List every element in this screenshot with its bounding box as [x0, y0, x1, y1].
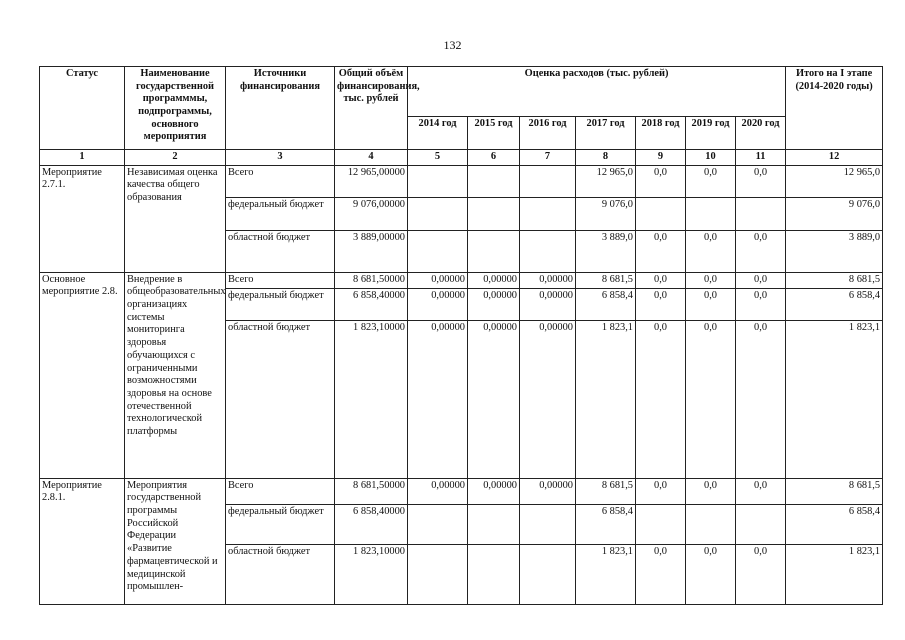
col-number: 5	[408, 150, 468, 166]
cell-2020	[736, 197, 786, 230]
header-source: Источники финансирования	[226, 67, 335, 150]
cell-2020: 0,0	[736, 288, 786, 320]
cell-2020: 0,0	[736, 320, 786, 478]
cell-total: 1 823,10000	[335, 544, 408, 604]
cell-2014: 0,00000	[408, 320, 468, 478]
cell-2018: 0,0	[636, 272, 686, 288]
cell-2014	[408, 197, 468, 230]
cell-total: 8 681,50000	[335, 272, 408, 288]
col-number: 4	[335, 150, 408, 166]
cell-source: областной бюджет	[226, 230, 335, 272]
cell-2018	[636, 504, 686, 544]
cell-2016: 0,00000	[520, 272, 576, 288]
cell-2018: 0,0	[636, 544, 686, 604]
cell-total: 8 681,50000	[335, 478, 408, 504]
cell-2017: 6 858,4	[576, 288, 636, 320]
cell-2020	[736, 504, 786, 544]
col-number: 9	[636, 150, 686, 166]
header-year-2016: 2016 год	[520, 117, 576, 150]
table-row	[40, 165, 883, 197]
header-itogo: Итого на I этапе (2014-2020 годы)	[786, 67, 883, 150]
cell-2014	[408, 504, 468, 544]
cell-itogo: 1 823,1	[786, 320, 883, 478]
col-number: 3	[226, 150, 335, 166]
row-name: Независимая оценка качества общего образования	[125, 165, 226, 272]
cell-2016	[520, 197, 576, 230]
cell-2014: 0,00000	[408, 288, 468, 320]
row-name: Внедрение в общеобразовательных организациях системы мониторинга здоровья обучающихся с ограниченными возможностями здоровья на основе отечественной технологической платформы	[125, 272, 226, 478]
cell-2018: 0,0	[636, 320, 686, 478]
cell-2017: 6 858,4	[576, 504, 636, 544]
cell-2019: 0,0	[686, 272, 736, 288]
cell-2018	[636, 197, 686, 230]
cell-2014: 0,00000	[408, 272, 468, 288]
cell-2015: 0,00000	[468, 288, 520, 320]
header-year-2020: 2020 год	[736, 117, 786, 150]
cell-itogo: 6 858,4	[786, 504, 883, 544]
cell-2020: 0,0	[736, 272, 786, 288]
col-number: 2	[125, 150, 226, 166]
cell-2017: 8 681,5	[576, 272, 636, 288]
cell-2018: 0,0	[636, 165, 686, 197]
cell-2016	[520, 504, 576, 544]
cell-2015	[468, 544, 520, 604]
col-number: 6	[468, 150, 520, 166]
table-row	[40, 272, 883, 288]
cell-2017: 1 823,1	[576, 544, 636, 604]
row-status: Мероприятие 2.7.1.	[40, 165, 125, 272]
cell-2017: 1 823,1	[576, 320, 636, 478]
header-year-2017: 2017 год	[576, 117, 636, 150]
cell-total: 6 858,40000	[335, 504, 408, 544]
header-estimate: Оценка расходов (тыс. рублей)	[408, 67, 786, 117]
col-number: 12	[786, 150, 883, 166]
cell-itogo: 8 681,5	[786, 478, 883, 504]
cell-2015: 0,00000	[468, 320, 520, 478]
cell-2020: 0,0	[736, 165, 786, 197]
cell-2016	[520, 544, 576, 604]
cell-2015: 0,00000	[468, 478, 520, 504]
cell-2014	[408, 165, 468, 197]
cell-2016: 0,00000	[520, 478, 576, 504]
col-number: 8	[576, 150, 636, 166]
cell-2020: 0,0	[736, 230, 786, 272]
cell-source: федеральный бюджет	[226, 288, 335, 320]
cell-total: 6 858,40000	[335, 288, 408, 320]
cell-2016	[520, 230, 576, 272]
header-total: Общий объём финансирования, тыс. рублей	[335, 67, 408, 150]
cell-2015: 0,00000	[468, 272, 520, 288]
header-year-2015: 2015 год	[468, 117, 520, 150]
cell-2018: 0,0	[636, 288, 686, 320]
header-year-2019: 2019 год	[686, 117, 736, 150]
cell-2019: 0,0	[686, 544, 736, 604]
cell-2015	[468, 504, 520, 544]
cell-2016: 0,00000	[520, 288, 576, 320]
cell-2018: 0,0	[636, 230, 686, 272]
row-status: Мероприятие 2.8.1.	[40, 478, 125, 604]
cell-2019: 0,0	[686, 478, 736, 504]
cell-2016	[520, 165, 576, 197]
col-number: 11	[736, 150, 786, 166]
cell-source: областной бюджет	[226, 544, 335, 604]
cell-2014: 0,00000	[408, 478, 468, 504]
page-number: 132	[443, 38, 462, 52]
cell-2015	[468, 197, 520, 230]
cell-source: Всего	[226, 478, 335, 504]
cell-2015	[468, 230, 520, 272]
cell-itogo: 8 681,5	[786, 272, 883, 288]
cell-2017: 9 076,0	[576, 197, 636, 230]
budget-table	[39, 66, 883, 605]
cell-2019: 0,0	[686, 320, 736, 478]
cell-total: 1 823,10000	[335, 320, 408, 478]
cell-itogo: 3 889,0	[786, 230, 883, 272]
cell-total: 9 076,00000	[335, 197, 408, 230]
cell-2016: 0,00000	[520, 320, 576, 478]
cell-2019	[686, 197, 736, 230]
cell-2017: 3 889,0	[576, 230, 636, 272]
cell-source: Всего	[226, 165, 335, 197]
header-year-2014: 2014 год	[408, 117, 468, 150]
cell-2017: 8 681,5	[576, 478, 636, 504]
cell-source: федеральный бюджет	[226, 197, 335, 230]
header-year-2018: 2018 год	[636, 117, 686, 150]
table-row	[40, 478, 883, 504]
cell-2019: 0,0	[686, 288, 736, 320]
cell-2014	[408, 544, 468, 604]
cell-2019: 0,0	[686, 230, 736, 272]
cell-itogo: 1 823,1	[786, 544, 883, 604]
cell-2019	[686, 504, 736, 544]
cell-total: 12 965,00000	[335, 165, 408, 197]
col-number: 1	[40, 150, 125, 166]
col-number: 10	[686, 150, 736, 166]
cell-source: федеральный бюджет	[226, 504, 335, 544]
header-name: Наименование государственной программмы, подпрограммы, основного мероприятия	[125, 67, 226, 150]
cell-2015	[468, 165, 520, 197]
row-name: Мероприятия государственной программы Российской Федерации «Развитие фармацевтической и медицинской промышлен-	[125, 478, 226, 604]
cell-itogo: 9 076,0	[786, 197, 883, 230]
cell-2020: 0,0	[736, 544, 786, 604]
header-status: Статус	[40, 67, 125, 150]
cell-total: 3 889,00000	[335, 230, 408, 272]
cell-2017: 12 965,0	[576, 165, 636, 197]
cell-source: Всего	[226, 272, 335, 288]
col-number: 7	[520, 150, 576, 166]
cell-source: областной бюджет	[226, 320, 335, 478]
cell-2019: 0,0	[686, 165, 736, 197]
cell-itogo: 6 858,4	[786, 288, 883, 320]
cell-2020: 0,0	[736, 478, 786, 504]
row-status: Основное мероприятие 2.8.	[40, 272, 125, 478]
cell-2014	[408, 230, 468, 272]
cell-2018: 0,0	[636, 478, 686, 504]
cell-itogo: 12 965,0	[786, 165, 883, 197]
